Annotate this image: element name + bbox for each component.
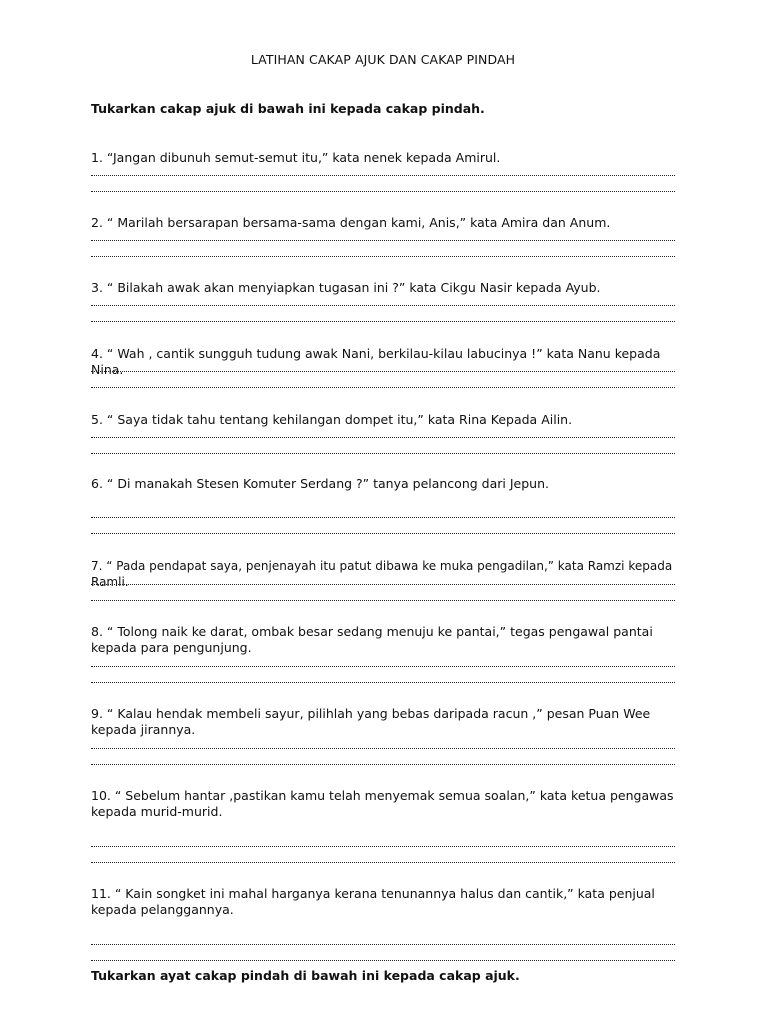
answer-line-2b[interactable] <box>91 256 675 257</box>
question-7: 7. “ Pada pendapat saya, penjenayah itu patut dibawa ke muka pengadilan,” kata Ramzi kepada Ramli. <box>91 559 673 589</box>
worksheet-title: LATIHAN CAKAP AJUK DAN CAKAP PINDAH <box>250 52 516 67</box>
question-10: 10. “ Sebelum hantar ,pastikan kamu telah menyemak semua soalan,” kata ketua pengawas kepada murid-murid. <box>91 788 674 819</box>
question-6: 6. “ Di manakah Stesen Komuter Serdang ?” tanya pelancong dari Jepun. <box>91 476 549 491</box>
answer-line-10a[interactable] <box>91 846 675 847</box>
answer-line-4a[interactable] <box>91 371 675 372</box>
answer-line-11a[interactable] <box>91 944 675 945</box>
answer-line-1a[interactable] <box>91 175 675 176</box>
answer-line-2a[interactable] <box>91 240 675 241</box>
answer-line-7b[interactable] <box>91 600 675 601</box>
answer-line-7a[interactable] <box>91 584 675 585</box>
question-3: 3. “ Bilakah awak akan menyiapkan tugasan ini ?” kata Cikgu Nasir kepada Ayub. <box>91 280 601 295</box>
answer-line-11b[interactable] <box>91 960 675 961</box>
answer-line-9a[interactable] <box>91 748 675 749</box>
answer-line-10b[interactable] <box>91 862 675 863</box>
instruction-cakap-ajuk-to-pindah: Tukarkan cakap ajuk di bawah ini kepada cakap pindah. <box>91 101 485 116</box>
worksheet-page <box>91 0 675 1024</box>
answer-line-5b[interactable] <box>91 453 675 454</box>
answer-line-9b[interactable] <box>91 764 675 765</box>
answer-line-6a[interactable] <box>91 517 675 518</box>
answer-line-5a[interactable] <box>91 437 675 438</box>
question-8: 8. “ Tolong naik ke darat, ombak besar sedang menuju ke pantai,” tegas pengawal pantai kepada para pengunjung. <box>91 624 653 655</box>
answer-line-4b[interactable] <box>91 387 675 388</box>
answer-line-1b[interactable] <box>91 191 675 192</box>
instruction-cakap-pindah-to-ajuk: Tukarkan ayat cakap pindah di bawah ini kepada cakap ajuk. <box>91 968 520 983</box>
answer-line-8a[interactable] <box>91 666 675 667</box>
answer-line-6b[interactable] <box>91 533 675 534</box>
question-2: 2. “ Marilah bersarapan bersama-sama dengan kami, Anis,” kata Amira dan Anum. <box>91 215 611 230</box>
answer-line-8b[interactable] <box>91 682 675 683</box>
question-11: 11. “ Kain songket ini mahal harganya kerana tenunannya halus dan cantik,” kata penjual kepada pelanggannya. <box>91 886 655 917</box>
question-1: 1. “Jangan dibunuh semut-semut itu,” kata nenek kepada Amirul. <box>91 150 501 165</box>
answer-line-3a[interactable] <box>91 305 675 306</box>
question-4: 4. “ Wah , cantik sungguh tudung awak Nani, berkilau-kilau labucinya !” kata Nanu kepada Nina. <box>91 346 661 377</box>
question-5: 5. “ Saya tidak tahu tentang kehilangan dompet itu,” kata Rina Kepada Ailin. <box>91 412 573 427</box>
question-9: 9. “ Kalau hendak membeli sayur, pilihlah yang bebas daripada racun ,” pesan Puan Wee kepada jirannya. <box>91 706 651 737</box>
answer-line-3b[interactable] <box>91 321 675 322</box>
